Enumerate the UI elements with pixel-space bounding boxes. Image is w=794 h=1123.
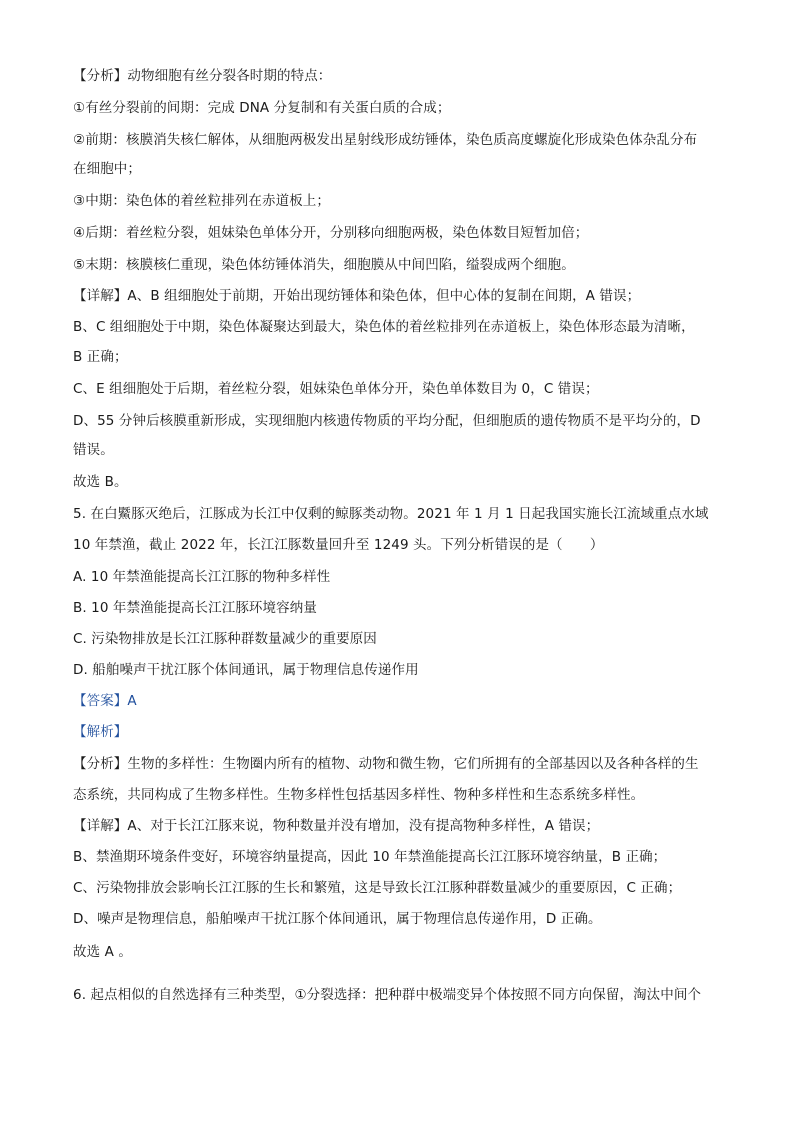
question-6-stem: 6. 起点相似的自然选择有三种类型，①分裂选择：把种群中极端变异个体按照不同方向保留，淘汰中间个 — [73, 987, 702, 1003]
text-line: ④后期：着丝粒分裂，姐妹染色单体分开，分别移向细胞两极，染色体数目短暂加倍； — [73, 225, 589, 241]
option-a: A. 10 年禁渔能提高长江江豚的物种多样性 — [73, 569, 331, 585]
text-line: 态系统，共同构成了生物多样性。生物多样性包括基因多样性、物种多样性和生态系统多样性。 — [73, 787, 645, 803]
question-5-stem: 10 年禁渔，截止 2022 年，长江江豚数量回升至 1249 头。下列分析错误的是（ ） — [73, 537, 604, 553]
text-line: 【分析】生物的多样性：生物圈内所有的植物、动物和微生物，它们所拥有的全部基因以及各种各样的生 — [73, 756, 699, 772]
text-line: B、C 组细胞处于中期，染色体凝聚达到最大，染色体的着丝粒排列在赤道板上，染色体形态最为清晰， — [73, 319, 695, 335]
option-b: B. 10 年禁渔能提高长江江豚环境容纳量 — [73, 600, 317, 616]
text-line: 错误。 — [73, 442, 114, 458]
text-line: 故选 B。 — [73, 474, 128, 490]
text-line: ⑤末期：核膜核仁重现，染色体纺锤体消失，细胞膜从中间凹陷，缢裂成两个细胞。 — [73, 257, 575, 273]
text-line: C、E 组细胞处于后期，着丝粒分裂，姐妹染色单体分开，染色单体数目为 0，C 错误； — [73, 381, 599, 397]
text-line: B 正确； — [73, 349, 128, 365]
text-line: D、55 分钟后核膜重新形成，实现细胞内核遗传物质的平均分配，但细胞质的遗传物质不是平均分的，D — [73, 413, 701, 429]
text-line: D、噪声是物理信息，船舶噪声干扰江豚个体间通讯，属于物理信息传递作用，D 正确。 — [73, 911, 602, 927]
text-line: 【分析】动物细胞有丝分裂各时期的特点： — [73, 68, 332, 84]
text-line: 在细胞中； — [73, 161, 141, 177]
text-line: C、污染物排放会影响长江江豚的生长和繁殖，这是导致长江江豚种群数量减少的重要原因，C 正确； — [73, 880, 682, 896]
answer-label: 【答案】A — [73, 693, 137, 709]
text-line: 故选 A 。 — [73, 944, 132, 960]
text-line: ②前期：核膜消失核仁解体，从细胞两极发出星射线形成纺锤体，染色质高度螺旋化形成染色体杂乱分布 — [73, 132, 698, 148]
text-line: 【详解】A、对于长江江豚来说，物种数量并没有增加，没有提高物种多样性，A 错误； — [73, 818, 600, 834]
text-line: 【详解】A、B 组细胞处于前期，开始出现纺锤体和染色体，但中心体的复制在间期，A 错误； — [73, 288, 641, 304]
option-c: C. 污染物排放是长江江豚种群数量减少的重要原因 — [73, 631, 377, 647]
question-5-stem: 5. 在白鱀豚灭绝后，江豚成为长江中仅剩的鲸豚类动物。2021 年 1 月 1 日起我国实施长江流域重点水域 — [73, 506, 709, 522]
option-d: D. 船舶噪声干扰江豚个体间通讯，属于物理信息传递作用 — [73, 662, 419, 678]
text-line: ③中期：染色体的着丝粒排列在赤道板上； — [73, 193, 331, 209]
explanation-label: 【解析】 — [73, 724, 128, 740]
text-line: ①有丝分裂前的间期：完成 DNA 分复制和有关蛋白质的合成； — [73, 100, 451, 116]
text-line: B、禁渔期环境条件变好，环境容纳量提高，因此 10 年禁渔能提高长江江豚环境容纳量，B 正确； — [73, 849, 667, 865]
